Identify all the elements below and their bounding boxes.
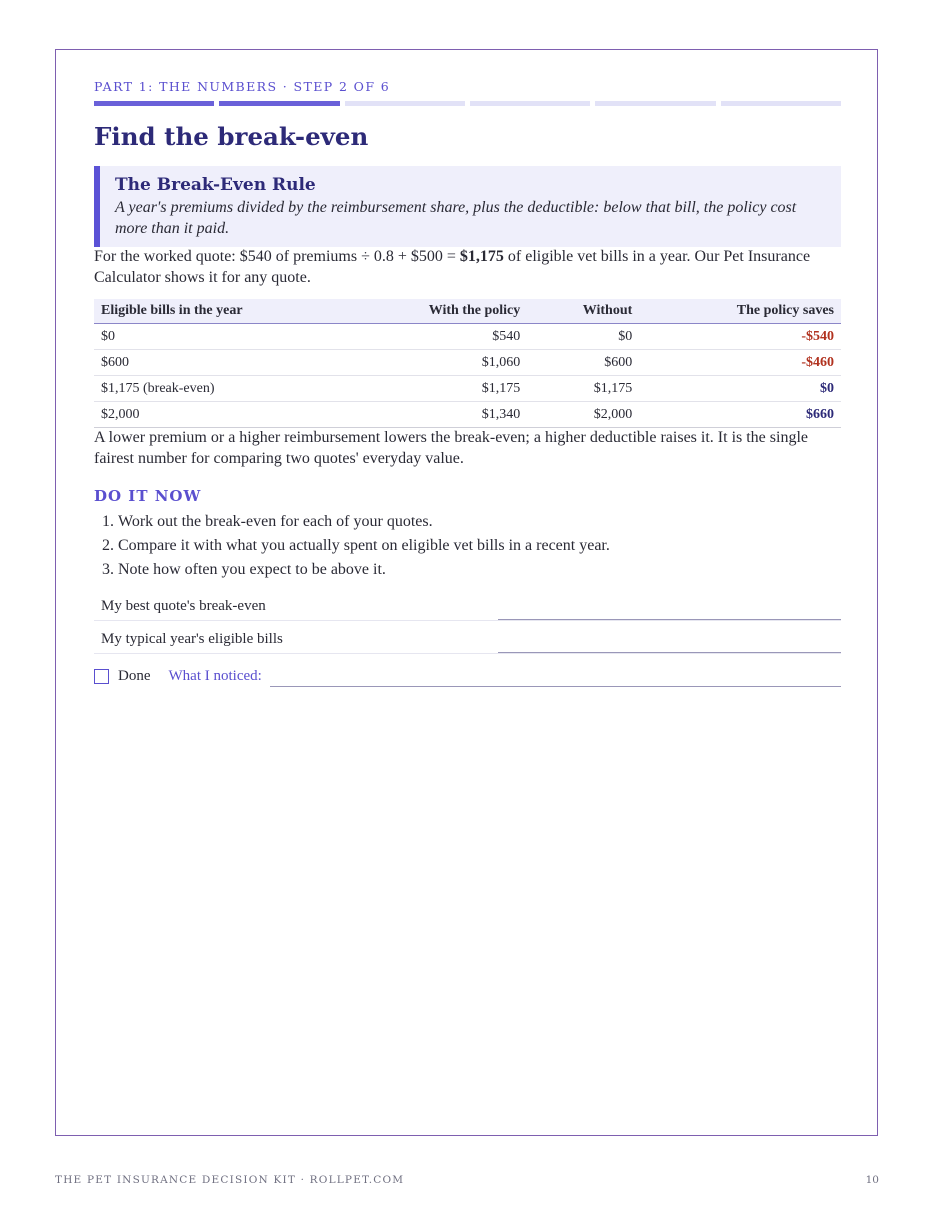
progress-segment-4	[470, 101, 590, 106]
intro-text-before: For the worked quote: $540 of premiums ÷ 0.8 + $500 =	[94, 248, 460, 265]
done-checkbox[interactable]	[94, 669, 109, 684]
explanation-paragraph: A lower premium or a higher reimbursement lowers the break-even; a higher deductible raises it. It is the single fairest number for comparing two quotes' everyday value.	[94, 429, 808, 467]
progress-segment-6	[721, 101, 841, 106]
cell-savings: $660	[639, 402, 841, 428]
progress-segment-1	[94, 101, 214, 106]
table-row	[94, 350, 841, 376]
field-label: My best quote's break-even	[101, 598, 266, 614]
cell-bills: $0	[94, 324, 378, 350]
list-item: 1. Work out the break-even for each of your quotes.	[118, 510, 841, 534]
progress-bar	[94, 101, 841, 107]
action-steps-list	[94, 510, 841, 582]
cell-bills: $1,175 (break-even)	[94, 376, 378, 402]
rule-title: The Break-Even Rule	[115, 175, 316, 195]
rule-callout	[94, 166, 841, 247]
intro-text-after: of eligible vet bills in a year. Our Pet Insurance Calculator shows it for any quote.	[94, 248, 811, 286]
cell-without: $1,175	[527, 376, 639, 402]
header-policy-saves: The policy saves	[639, 299, 841, 324]
progress-segment-2	[219, 101, 339, 106]
rule-text: A year's premiums divided by the reimbursement share, plus the deductible: below that bill, the policy cost more than it paid.	[115, 199, 797, 237]
intro-highlight: $1,175	[459, 248, 504, 265]
progress-segment-3	[345, 101, 465, 106]
best-break-even-input[interactable]	[498, 588, 841, 620]
page-content	[94, 78, 841, 686]
cell-with-policy: $1,340	[378, 402, 527, 428]
table-header-row	[94, 299, 841, 324]
done-row	[94, 666, 841, 686]
noticed-input[interactable]	[270, 672, 841, 687]
footer-title: THE PET INSURANCE DECISION KIT · ROLLPET.COM	[55, 1174, 405, 1186]
header-eligible-bills: Eligible bills in the year	[94, 299, 378, 324]
cell-bills: $600	[94, 350, 378, 376]
list-item: 2. Compare it with what you actually spent on eligible vet bills in a recent year.	[118, 534, 841, 558]
cell-with-policy: $540	[378, 324, 527, 350]
intro-paragraph	[94, 247, 841, 288]
field-row	[94, 588, 841, 621]
done-label: Done	[118, 667, 151, 684]
progress-segment-5	[595, 101, 715, 106]
table-row	[94, 324, 841, 350]
header-without: Without	[527, 299, 639, 324]
cell-bills: $2,000	[94, 402, 378, 428]
table-row	[94, 402, 841, 428]
field-label: My typical year's eligible bills	[101, 631, 283, 647]
field-row	[94, 621, 841, 654]
do-it-now-heading: DO IT NOW	[94, 487, 202, 505]
header-with-policy: With the policy	[378, 299, 527, 324]
cell-without: $2,000	[527, 402, 639, 428]
list-item: 3. Note how often you expect to be above it.	[118, 558, 841, 582]
cell-with-policy: $1,175	[378, 376, 527, 402]
page-number: 10	[865, 1174, 879, 1186]
cell-without: $600	[527, 350, 639, 376]
cell-savings: -$460	[639, 350, 841, 376]
cell-savings: -$540	[639, 324, 841, 350]
step-label: PART 1: THE NUMBERS · STEP 2 OF 6	[94, 79, 391, 94]
typical-bills-input[interactable]	[498, 621, 841, 653]
cell-with-policy: $1,060	[378, 350, 527, 376]
noticed-label: What I noticed:	[168, 667, 262, 684]
page-title: Find the break-even	[94, 122, 369, 151]
table-row	[94, 376, 841, 402]
cell-without: $0	[527, 324, 639, 350]
cell-savings: $0	[639, 376, 841, 402]
worksheet-fields	[94, 588, 841, 654]
break-even-table	[94, 299, 841, 428]
